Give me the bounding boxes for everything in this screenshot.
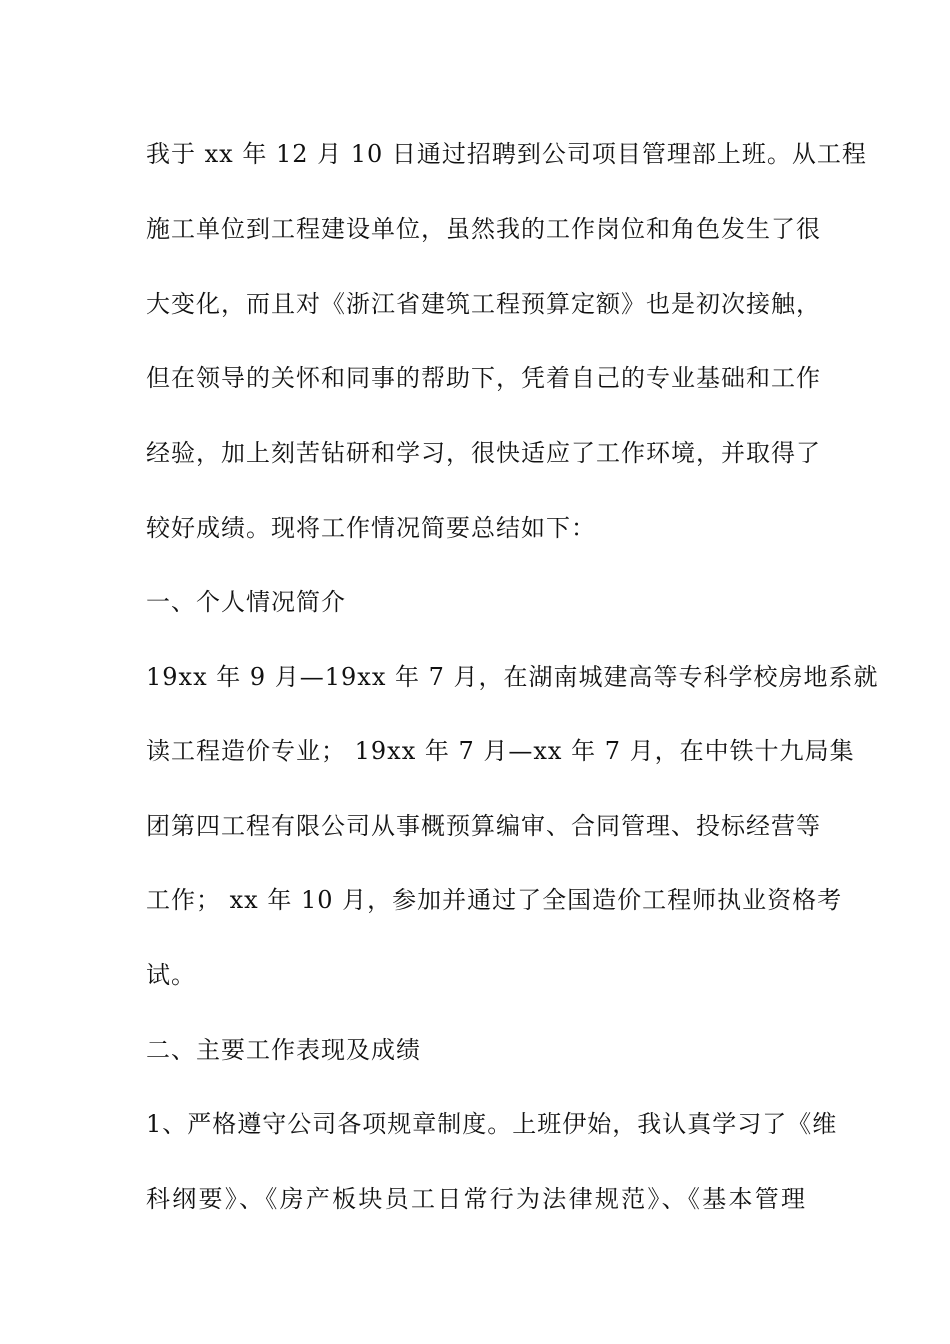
- paragraph-line: 大变化，而且对《浙江省建筑工程预算定额》也是初次接触，: [146, 290, 821, 318]
- paragraph-line: 经验，加上刻苦钻研和学习，很快适应了工作环境，并取得了: [146, 439, 821, 467]
- paragraph-line: 较好成绩。现将工作情况简要总结如下：: [146, 514, 596, 542]
- paragraph-line: 工作； xx 年 10 月，参加并通过了全国造价工程师执业资格考: [146, 886, 843, 914]
- paragraph-line: 读工程造价专业； 19xx 年 7 月—xx 年 7 月，在中铁十九局集: [146, 737, 855, 765]
- paragraph-line: 团第四工程有限公司从事概预算编审、合同管理、投标经营等: [146, 812, 821, 840]
- section-heading: 二、主要工作表现及成绩: [146, 1036, 421, 1064]
- paragraph-line: 19xx 年 9 月—19xx 年 7 月，在湖南城建高等专科学校房地系就: [146, 663, 879, 691]
- paragraph-line: 我于 xx 年 12 月 10 日通过招聘到公司项目管理部上班。从工程: [146, 140, 867, 168]
- section-heading: 一、个人情况简介: [146, 588, 346, 616]
- paragraph-line: 但在领导的关怀和同事的帮助下，凭着自己的专业基础和工作: [146, 364, 821, 392]
- paragraph-line: 施工单位到工程建设单位，虽然我的工作岗位和角色发生了很: [146, 215, 821, 243]
- paragraph-line: 1、严格遵守公司各项规章制度。上班伊始，我认真学习了《维: [146, 1110, 838, 1138]
- paragraph-line: 试。: [146, 961, 196, 989]
- paragraph-line: 科纲要》、《房产板块员工日常行为法律规范》、《基本管理: [146, 1185, 806, 1213]
